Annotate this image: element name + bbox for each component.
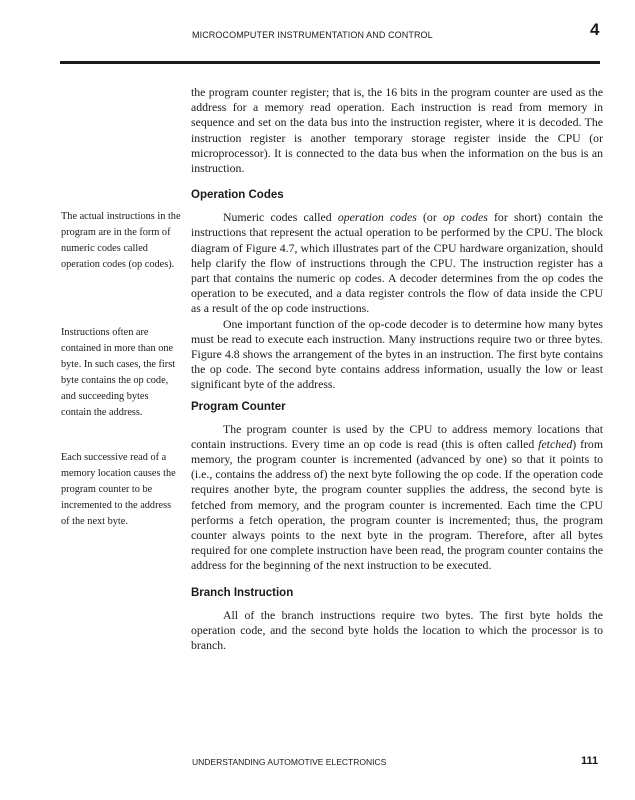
sidenote-program-counter — [61, 450, 181, 530]
sidenote-text: Each successive read of a memory location causes the program counter to be incremented to the address of the next byte. — [61, 452, 176, 527]
intro-paragraph: the program counter register; that is, the 16 bits in the program counter are used as the address for a memory read operation. Each instruction is read from memory in sequence and set on the data bus into the instruction register, where it is decoded. The instruction register is another temporary storage register inside the CPU (or microprocessor). It is connected to the data bus when the information on the bus is an instruction. — [191, 85, 603, 176]
header-rule — [60, 61, 600, 64]
paragraph-program-counter: The program counter is used by the CPU to address memory locations that contain instructions. Every time an op code is read (this is often called fetched) from memory, the program counter is incremented (advanced by one) so that it points to (i.e., contains the address of) the next byte following the op code. If the operation code requires another byte, the program counter supplies the address, the second byte is fetched from memory, and the program counter is incremented. Each time the CPU performs a fetch operation, the program counter is incremented; thus, the program counter always points to the next byte in the program. Therefore, after all bytes required for one complete instruction have been read, the program counter contains the address for the beginning of the next instruction to be executed. — [191, 421, 603, 573]
chapter-number: 4 — [590, 20, 600, 39]
footer-title: UNDERSTANDING AUTOMOTIVE ELECTRONICS — [192, 757, 387, 767]
sidenote-op-codes — [61, 209, 181, 273]
heading-branch-instruction: Branch Instruction — [191, 586, 294, 599]
heading-operation-codes: Operation Codes — [191, 189, 284, 202]
sidenote-text: The actual instructions in the program are in the form of numeric codes called operation codes (op codes). — [61, 211, 181, 270]
heading-program-counter: Program Counter — [191, 400, 286, 413]
paragraph-op-code-decoder: One important function of the op-code decoder is to determine how many bytes must be read to execute each instruction. Many instructions require two or three bytes. Figure 4.8 shows the arrangement of the bytes in an instruction. The first byte contains the op code. The second byte contains address information, usually the low or least significant byte of the address. — [191, 316, 603, 392]
paragraph-op-codes: Numeric codes called operation codes (or op codes for short) contain the instructions that represent the actual operation to be performed by the CPU. The block diagram of Figure 4.7, which illustrates part of the CPU hardware organization, should help clarify the flow of instructions through the CPU. The instruction register has a part that contains the numeric op codes. A decoder determines from the op codes the operation to be executed, and a data register controls the flow of data inside the CPU as a result of the op code instructions. — [191, 210, 603, 316]
main-text — [191, 85, 603, 653]
sidenote-multibyte — [61, 325, 181, 421]
paragraph-branch: All of the branch instructions require two bytes. The first byte holds the operation code, and the second byte holds the location to which the processor is to branch. — [191, 607, 603, 653]
page-number: 111 — [581, 755, 599, 767]
sidenote-text: Instructions often are contained in more than one byte. In such cases, the first byte contains the op code, and succeeding bytes contain the address. — [61, 327, 176, 418]
header-title: MICROCOMPUTER INSTRUMENTATION AND CONTROL — [192, 30, 433, 40]
